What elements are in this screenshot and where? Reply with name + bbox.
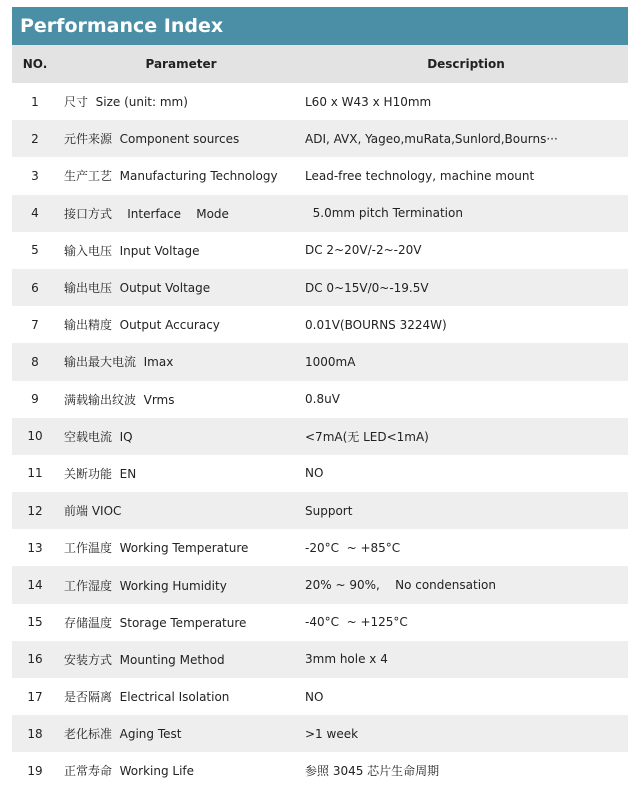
row-description: 5.0mm pitch Termination xyxy=(305,206,463,221)
row-parameter: 是否隔离 Electrical Isolation xyxy=(64,690,230,705)
row-description: >1 week xyxy=(305,726,359,741)
row-number: 9 xyxy=(31,392,39,407)
row-number: 5 xyxy=(31,243,39,258)
row-parameter: 工作温度 Working Temperature xyxy=(64,541,249,556)
row-number: 16 xyxy=(27,652,43,667)
row-description: -20°C ~ +85°C xyxy=(305,540,401,555)
table-row xyxy=(12,306,628,343)
row-number: 12 xyxy=(27,503,43,518)
row-number: 6 xyxy=(31,280,39,295)
row-parameter: 工作湿度 Working Humidity xyxy=(64,578,227,593)
row-description: NO xyxy=(305,689,324,704)
row-description: Support xyxy=(305,503,353,518)
row-number: 2 xyxy=(31,131,39,146)
row-description: 3mm hole x 4 xyxy=(305,652,388,667)
table-row xyxy=(12,83,628,120)
row-number: 15 xyxy=(27,615,43,630)
row-number: 13 xyxy=(27,540,43,555)
row-number: 17 xyxy=(27,689,43,704)
table-body xyxy=(12,83,628,790)
table-row xyxy=(12,492,628,529)
table-row xyxy=(12,418,628,455)
table-row xyxy=(12,566,628,603)
row-number: 3 xyxy=(31,168,39,183)
table-row xyxy=(12,269,628,306)
row-number: 7 xyxy=(31,317,39,332)
row-description: DC 0~15V/0~-19.5V xyxy=(305,280,429,295)
table-row xyxy=(12,381,628,418)
row-parameter: 输入电压 Input Voltage xyxy=(64,243,200,258)
row-description: ADI, AVX, Yageo,muRata,Sunlord,Bourns··· xyxy=(305,131,558,146)
table-row xyxy=(12,120,628,157)
table-row xyxy=(12,752,628,789)
row-parameter: 空载电流 IQ xyxy=(64,429,133,444)
table-row xyxy=(12,604,628,641)
row-parameter: 存储温度 Storage Temperature xyxy=(64,615,247,630)
row-description: 0.8uV xyxy=(305,392,340,407)
row-parameter: 生产工艺 Manufacturing Technology xyxy=(64,169,278,184)
column-header-description: Description xyxy=(304,45,628,83)
row-number: 11 xyxy=(27,466,43,481)
row-number: 18 xyxy=(27,726,43,741)
row-number: 1 xyxy=(31,94,39,109)
row-parameter: 前端 VIOC xyxy=(64,504,122,519)
row-parameter: 输出最大电流 Imax xyxy=(64,355,174,370)
row-number: 10 xyxy=(27,429,43,444)
row-description: 参照 3045 芯片生命周期 xyxy=(305,764,440,779)
table-header xyxy=(12,45,628,83)
row-parameter: 输出精度 Output Accuracy xyxy=(64,318,220,333)
table-row xyxy=(12,678,628,715)
row-parameter: 输出电压 Output Voltage xyxy=(64,281,211,296)
table-row xyxy=(12,641,628,678)
row-description: <7mA(无 LED<1mA) xyxy=(305,429,429,444)
row-parameter: 满载输出纹波 Vrms xyxy=(64,392,175,407)
row-description: 0.01V(BOURNS 3224W) xyxy=(305,317,447,332)
table-row xyxy=(12,343,628,380)
row-description: DC 2~20V/-2~-20V xyxy=(305,243,422,258)
table-row xyxy=(12,195,628,232)
column-header-no: NO. xyxy=(12,45,58,83)
row-parameter: 接口方式 Interface Mode xyxy=(64,206,229,221)
row-parameter: 正常寿命 Working Life xyxy=(64,764,195,779)
table-row xyxy=(12,715,628,752)
row-description: 1000mA xyxy=(305,354,356,369)
column-header-parameter: Parameter xyxy=(58,45,304,83)
table-row xyxy=(12,455,628,492)
page-title: Performance Index xyxy=(12,7,628,45)
row-parameter: 元件来源 Component sources xyxy=(64,132,240,147)
table-row xyxy=(12,529,628,566)
row-description: 20% ~ 90%, No condensation xyxy=(305,578,496,593)
row-description: Lead-free technology, machine mount xyxy=(305,168,535,183)
row-parameter: 关断功能 EN xyxy=(64,466,137,481)
row-parameter: 安装方式 Mounting Method xyxy=(64,652,225,667)
row-number: 4 xyxy=(31,206,39,221)
row-number: 19 xyxy=(27,763,43,778)
row-parameter: 老化标准 Aging Test xyxy=(64,727,182,742)
table-row xyxy=(12,232,628,269)
row-number: 14 xyxy=(27,578,43,593)
row-description: L60 x W43 x H10mm xyxy=(305,94,432,109)
row-description: -40°C ~ +125°C xyxy=(305,615,408,630)
row-parameter: 尺寸 Size (unit: mm) xyxy=(64,95,188,110)
row-description: NO xyxy=(305,466,324,481)
performance-table xyxy=(12,45,628,790)
row-number: 8 xyxy=(31,354,39,369)
table-row xyxy=(12,157,628,194)
